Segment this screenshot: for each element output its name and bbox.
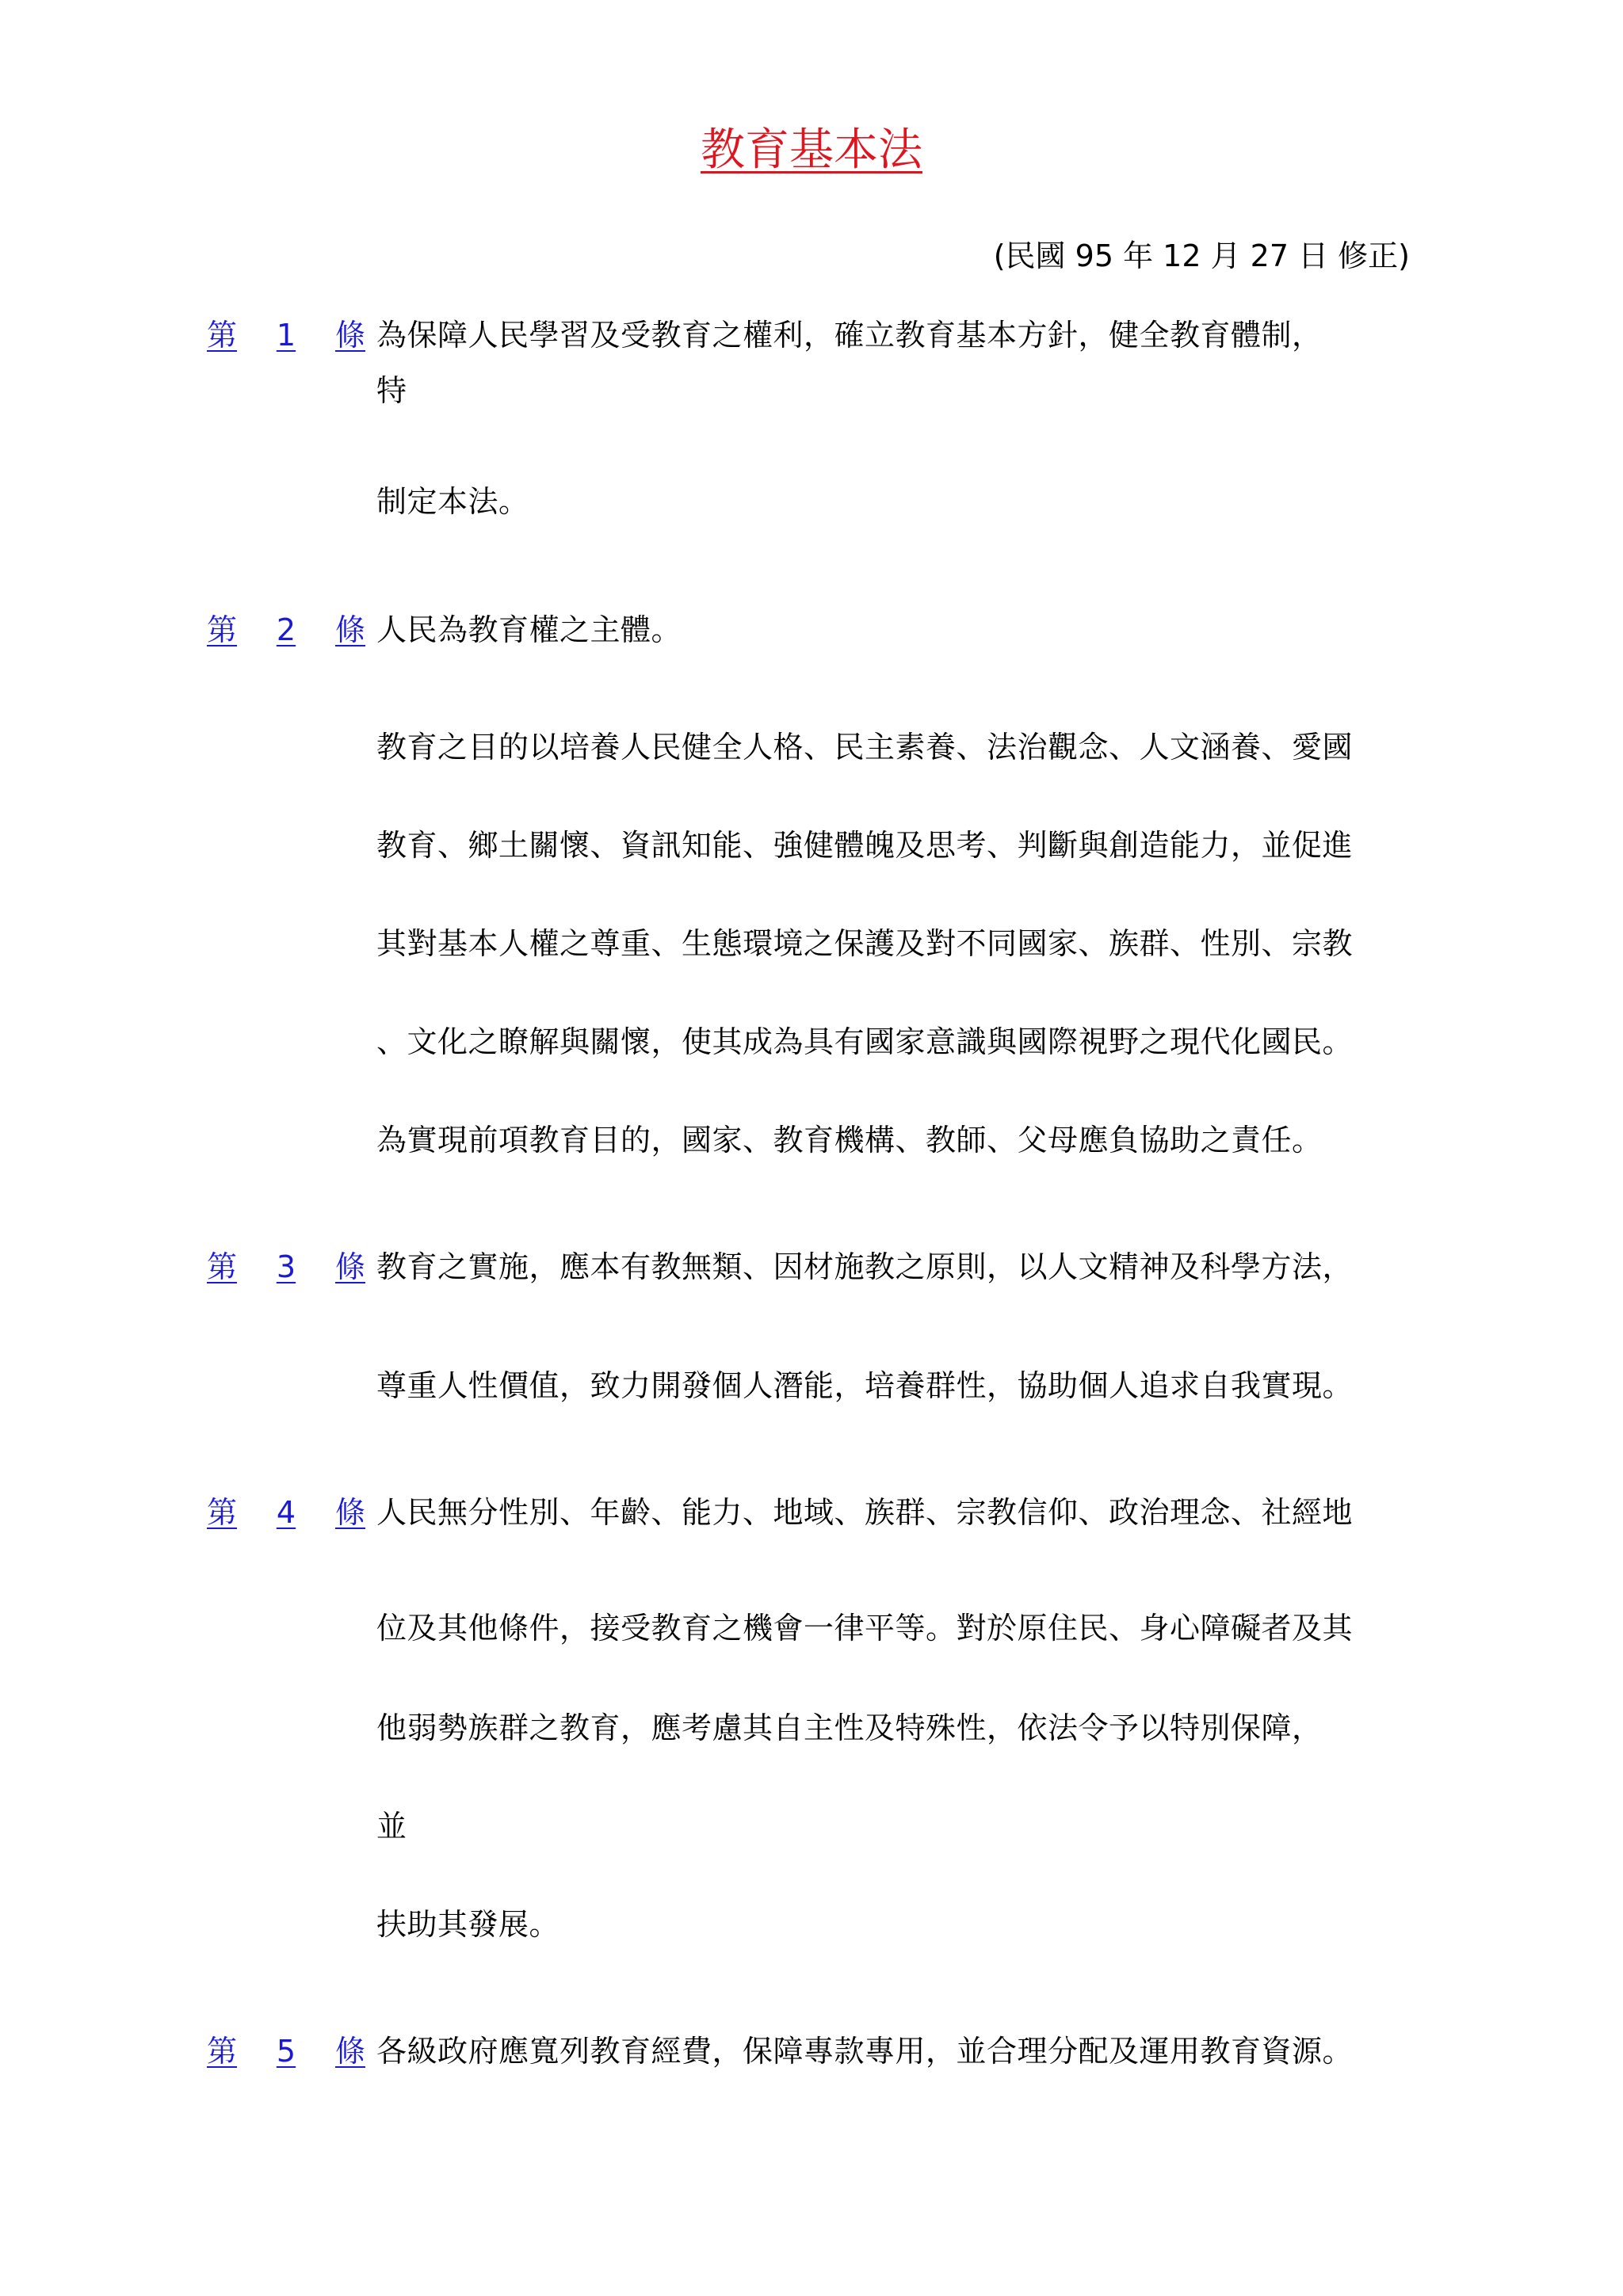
article-number: 4 [276,1495,296,1530]
article-4-line-1: 人民無分性別、年齡、能力、地域、族群、宗教信仰、政治理念、社經地 [376,1495,1354,1530]
article-2-line-1: 人民為教育權之主體。 [376,612,682,647]
article-4-link[interactable] [207,1493,365,1532]
article-2-line-3: 教育、鄉土關懷、資訊知能、強健體魄及思考、判斷與創造能力，並促進 [376,828,1354,863]
article-4-line-3: 他弱勢族群之教育，應考慮其自主性及特殊性，依法令予以特別保障， [376,1711,1323,1745]
article-1-line-1: 為保障人民學習及受教育之權利，確立教育基本方針，健全教育體制， [376,318,1323,353]
article-3-line-2: 尊重人性價值，致力開發個人潛能，培養群性，協助個人追求自我實現。 [376,1368,1354,1403]
article-suffix: 條 [334,1495,365,1530]
article-suffix: 條 [334,612,365,647]
article-suffix: 條 [334,1249,365,1284]
article-1-line-3: 制定本法。 [376,484,529,519]
article-number: 3 [276,1249,296,1284]
article-5-line-1: 各級政府應寬列教育經費，保障專款專用，並合理分配及運用教育資源。 [376,2034,1354,2069]
article-prefix: 第 [207,1495,238,1530]
article-number: 2 [276,612,296,647]
article-prefix: 第 [207,2034,238,2069]
article-2-line-6: 為實現前項教育目的，國家、教育機構、教師、父母應負協助之責任。 [376,1123,1323,1158]
article-4-line-5: 扶助其發展。 [376,1907,560,1942]
article-prefix: 第 [207,612,238,647]
article-3-line-1: 教育之實施，應本有教無類、因材施教之原則，以人文精神及科學方法， [376,1249,1354,1284]
article-2-line-4: 其對基本人權之尊重、生態環境之保護及對不同國家、族群、性別、宗教 [376,926,1354,961]
article-4-line-2: 位及其他條件，接受教育之機會一律平等。對於原住民、身心障礙者及其 [376,1611,1354,1646]
article-5-link[interactable] [207,2031,365,2071]
article-2-link[interactable] [207,610,365,650]
article-3-link[interactable] [207,1247,365,1287]
article-number: 5 [276,2034,296,2069]
article-prefix: 第 [207,1249,238,1284]
article-2-line-5: 、文化之瞭解與關懷，使其成為具有國家意識與國際視野之現代化國民。 [376,1024,1354,1059]
article-suffix: 條 [334,2034,365,2069]
article-4-line-4: 並 [376,1809,407,1844]
article-number: 1 [276,318,296,353]
article-1-link[interactable] [207,315,365,355]
document-title: 教育基本法 [701,124,922,176]
article-suffix: 條 [334,318,365,353]
article-2-line-2: 教育之目的以培養人民健全人格、民主素養、法治觀念、人文涵養、愛國 [376,730,1354,765]
article-1-line-2: 特 [376,373,407,408]
article-prefix: 第 [207,318,238,353]
amendment-date: (民國 95 年 12 月 27 日 修正) [993,238,1410,273]
